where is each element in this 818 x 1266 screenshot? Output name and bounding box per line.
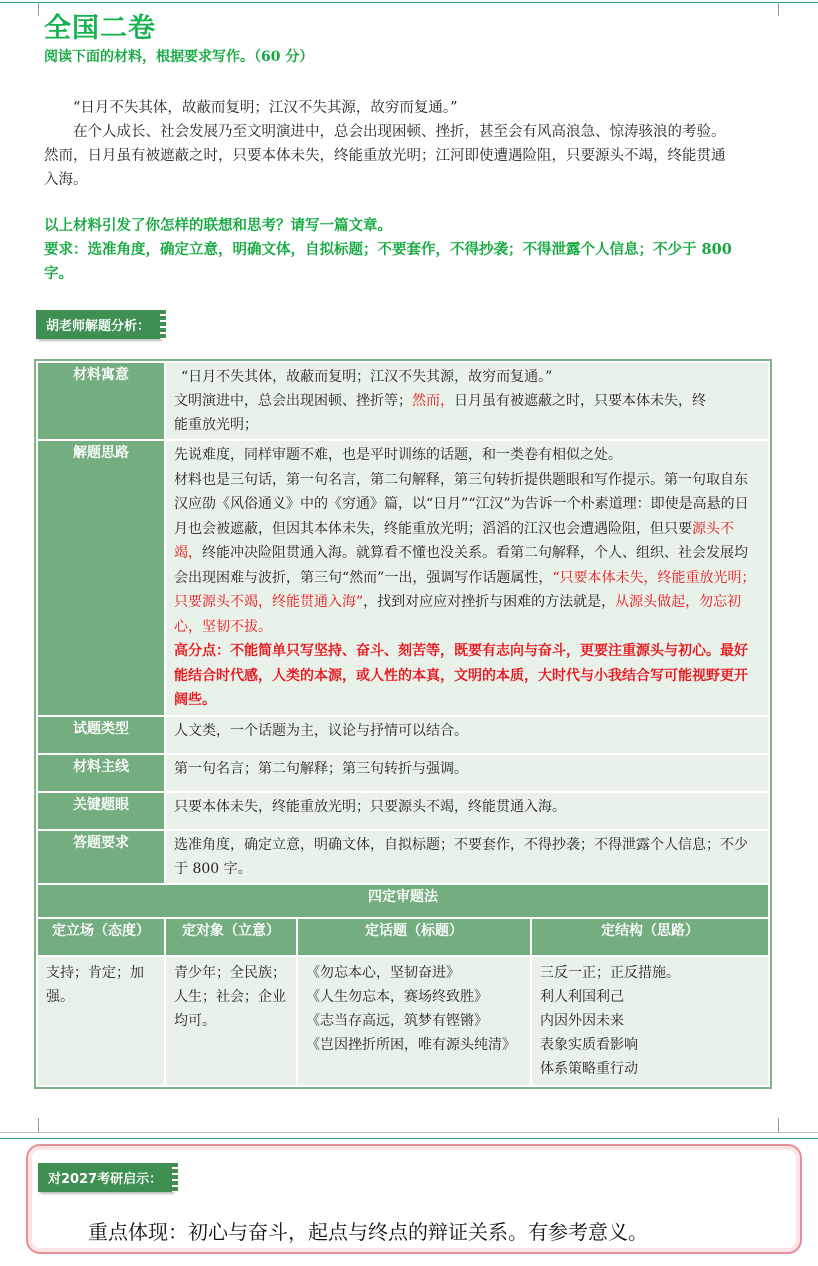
row-material-meaning xyxy=(37,362,769,440)
label-main-line: 材料主线 xyxy=(37,754,165,792)
meaning-quote: “日月不失其体，故蔽而复明；江汉不失其源，故穷而复通。” xyxy=(181,369,553,385)
col-structure: 定结构（思路） xyxy=(531,918,769,956)
four-method-heading: 四定审题法 xyxy=(37,884,769,918)
structure-item-5: 体系策略重行动 xyxy=(540,1060,638,1077)
approach-analysis-highlight-2: “只要本体未失，终能重放光明；只要源头不竭，终能贯通入海” xyxy=(174,569,756,610)
row-question-type xyxy=(37,716,769,754)
prompt-requirements-end: 字。 xyxy=(44,265,73,282)
row-main-line xyxy=(37,754,769,792)
material-body xyxy=(44,120,788,192)
meaning-text xyxy=(174,389,760,413)
structure-item-3: 内因外因未来 xyxy=(540,1012,624,1029)
insight-ribbon: 对2027考研启示： xyxy=(38,1163,172,1192)
topic-value xyxy=(297,956,531,1086)
approach-analysis-highlight-1: 源头不竭， xyxy=(174,520,734,561)
page-break-rule-2 xyxy=(0,1138,818,1139)
insight-text: 重点体现：初心与奋斗，起点与终点的辩证关系。有参考意义。 xyxy=(88,1220,648,1244)
row-four-values xyxy=(37,956,769,1086)
material-quote: “日月不失其体，故蔽而复明；江汉不失其源，故穷而复通。” xyxy=(73,100,458,116)
material-line-1: 在个人成长、社会发展乃至文明演进中，总会出现困顿、挫折，甚至会有风高浪急、惊涛骇浪的考验。 xyxy=(73,124,726,140)
col-object: 定对象（立意） xyxy=(165,918,297,956)
object-text: 青少年；全民族；人生；社会；企业均可。 xyxy=(174,964,286,1029)
meaning-text-highlight: 然而， xyxy=(412,393,454,409)
writing-prompt xyxy=(44,214,794,286)
label-approach: 解题思路 xyxy=(37,440,165,716)
approach-difficulty: 先说难度，同样审题不难，也是平时训练的话题，和一类卷有相似之处。 xyxy=(174,447,622,463)
structure-item-4: 表象实质看影响 xyxy=(540,1036,638,1053)
approach-analysis-highlight-3: 从源头做起，勿忘初心，坚韧不拔。 xyxy=(174,594,742,635)
row-approach xyxy=(37,440,769,716)
col-topic: 定话题（标题） xyxy=(297,918,531,956)
corner-mark-top-right xyxy=(778,2,797,16)
label-material-meaning: 材料寓意 xyxy=(37,362,165,440)
row-four-method-heading xyxy=(37,884,769,918)
prompt-requirements: 要求：选准角度，确定立意，明确文体，自拟标题；不要套作，不得抄袭；不得泄露个人信息；不少于 800 xyxy=(44,241,732,258)
value-material-meaning xyxy=(165,362,769,440)
material-line-2: 然而，日月虽有被遮蔽之时，只要本体未失，终能重放光明；江河即使遭遇险阻，只要源头不竭，终能贯通 xyxy=(44,148,726,164)
corner-mark-bottom-right xyxy=(778,1118,797,1132)
row-four-columns xyxy=(37,918,769,956)
meaning-text-a: 文明演进中，总会出现困顿、挫折等； xyxy=(174,393,412,409)
label-question-type: 试题类型 xyxy=(37,716,165,754)
top-rule xyxy=(0,2,818,3)
value-question-type: 人文类，一个话题为主，议论与抒情可以结合。 xyxy=(165,716,769,754)
topic-title-1: 《勿忘本心，坚韧奋进》 xyxy=(306,964,460,981)
corner-mark-top-left xyxy=(20,2,39,16)
material-line-3: 入海。 xyxy=(44,172,88,188)
value-approach xyxy=(165,440,769,716)
value-main-line: 第一句名言；第二句解释；第三句转折与强调。 xyxy=(165,754,769,792)
approach-analysis-e: ，找到对应应对挫折与困难的方法就是， xyxy=(363,594,616,610)
label-requirement: 答题要求 xyxy=(37,830,165,884)
value-requirement: 选准角度，确定立意，明确文体，自拟标题；不要套作，不得抄袭；不得泄露个人信息；不少于 800 字。 xyxy=(165,830,769,884)
stance-text: 支持；肯定；加强。 xyxy=(46,964,144,1005)
value-key-eye: 只要本体未失，终能重放光明；只要源头不竭，终能贯通入海。 xyxy=(165,792,769,830)
approach-high-score-point: 高分点：不能简单只写坚持、奋斗、刻苦等，既要有志向与奋斗，更要注重源头与初心。最好能结合时代感，人类的本源，或人性的本真，文明的本质，大时代与小我结合写可能视野更开阔些。 xyxy=(174,643,748,708)
approach-analysis-c: 终能冲决险阻贯通入海。就算看不懂也没关系。看第二句解释，个人、组织、社会发展均会出现困难与波折，第三句“然而”一出，强调写作话题属性， xyxy=(174,545,748,586)
meaning-text-c: 日月虽有被遮蔽之时，只要本体未失，终 xyxy=(454,393,706,409)
col-stance: 定立场（态度） xyxy=(37,918,165,956)
stance-value xyxy=(37,956,165,1086)
analysis-ribbon: 胡老师解题分析： xyxy=(36,310,160,339)
topic-title-3: 《志当存高远，筑梦有铿锵》 xyxy=(306,1012,488,1029)
analysis-table xyxy=(36,361,770,1087)
approach-analysis xyxy=(174,468,760,640)
row-key-eye xyxy=(37,792,769,830)
topic-title-4: 《岂因挫折所困，唯有源头纯清》 xyxy=(306,1036,516,1053)
meaning-text-end: 能重放光明； xyxy=(174,417,258,433)
row-requirement xyxy=(37,830,769,884)
prompt-question: 以上材料引发了你怎样的联想和思考？请写一篇文章。 xyxy=(44,217,392,234)
structure-item-1: 三反一正；正反措施。 xyxy=(540,964,680,981)
object-value xyxy=(165,956,297,1086)
page-title: 全国二卷 xyxy=(44,13,156,44)
corner-mark-bottom-left xyxy=(20,1118,39,1132)
structure-item-2: 利人利国利己 xyxy=(540,988,624,1005)
writing-instruction: 阅读下面的材料，根据要求写作。（60 分） xyxy=(44,49,314,65)
approach-analysis-a: 材料也是三句话，第一句名言，第二句解释，第三句转折提供题眼和写作提示。第一句取自东汉应劭《风俗通义》中的《穷通》篇，以“日月”“江汉”为告诉一个朴素道理：即使是高悬的日月也会被遮蔽，但因其本体未失，终能重放光明；滔滔的江汉也会遭遇险阻，但只要 xyxy=(174,471,749,537)
topic-title-2: 《人生勿忘本，赛场终致胜》 xyxy=(306,988,488,1005)
label-key-eye: 关键题眼 xyxy=(37,792,165,830)
structure-value xyxy=(531,956,769,1086)
page-break-rule-1 xyxy=(0,1132,818,1133)
